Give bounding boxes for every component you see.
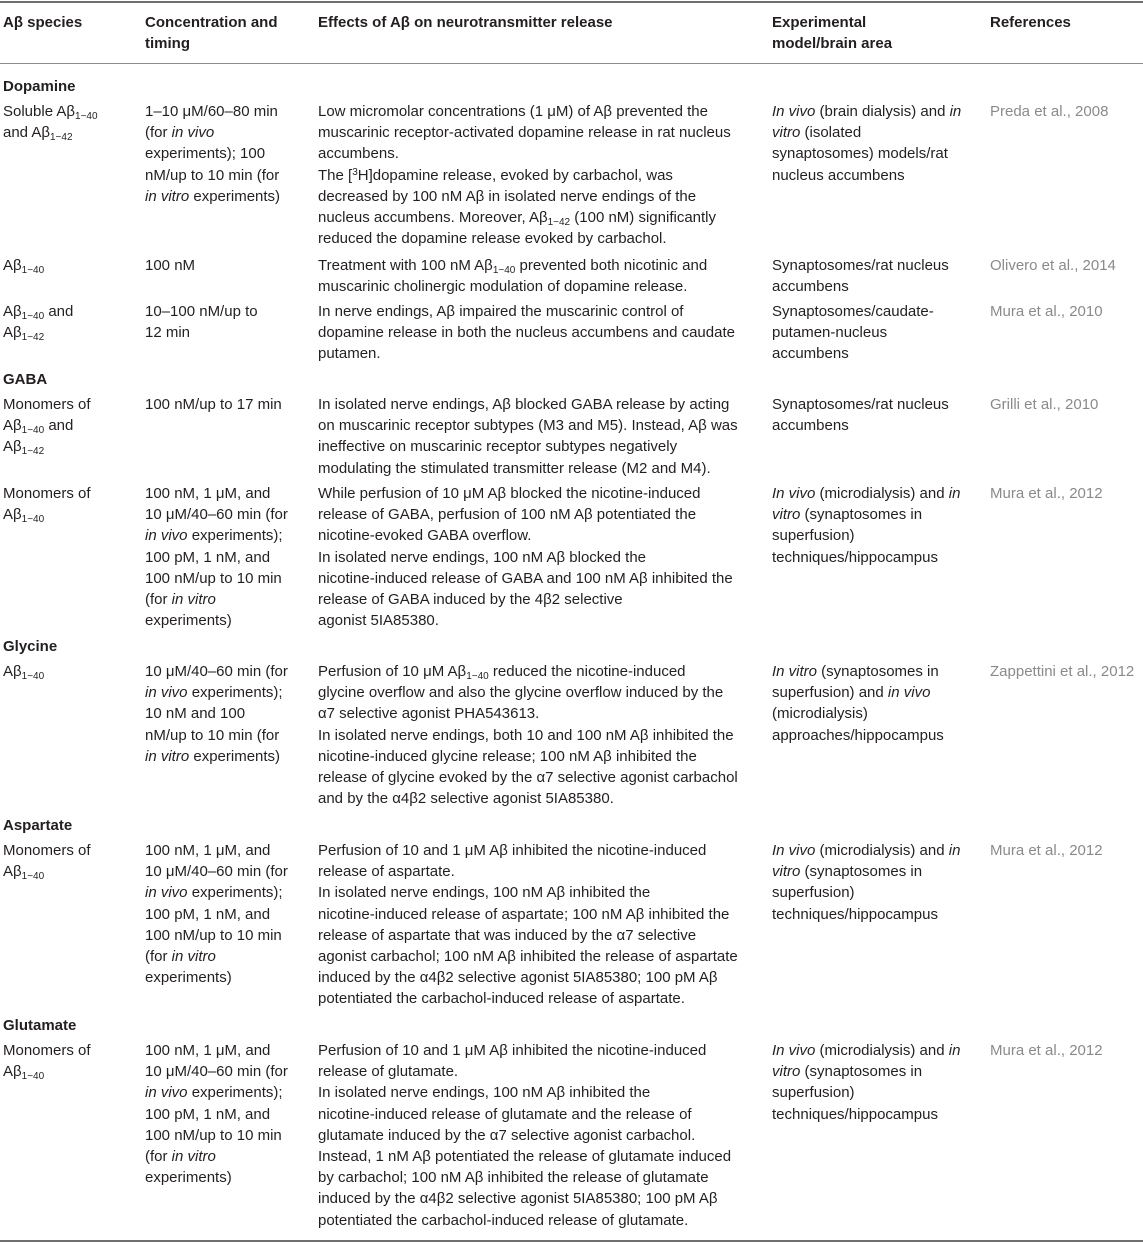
r1-species: Soluble $A\beta_{1-40}$ and $A\beta_{1-42}$	[3, 103, 98, 144]
section-gaba: GABA	[3, 371, 48, 388]
r2-effects: Treatment with 100 nM $A\beta_{1-40}$ prevented both nicotinic and muscarinic cholinergic modulation of dopamine release.	[318, 257, 708, 296]
r6-model: In vitro (synaptosomes in superfusion) and in vivo (microdialysis) approaches/hippocampus	[772, 663, 944, 744]
section-glutamate: Glutamate	[3, 1017, 77, 1034]
header-model: Experimental model/brain area	[772, 14, 893, 52]
r3-concentration: 10–100 nM/up to 12 min	[145, 303, 258, 342]
r8-reference: Mura et al., 2012	[990, 1042, 1103, 1059]
r2-concentration: 100 nM	[145, 257, 196, 274]
r3-reference: Mura et al., 2010	[990, 303, 1103, 320]
r4-reference: Grilli et al., 2010	[990, 396, 1099, 413]
r2-reference: Olivero et al., 2014	[990, 257, 1116, 274]
r3-species: $A\beta_{1-40}$ and $A\beta_{1-42}$	[3, 303, 74, 344]
r8-concentration: 100 nM, 1 μM, and 10 μM/40–60 min (for in vivo experiments); 100 pM, 1 nM, and 100 nM/up to 10 min (for in vitro experiments)	[145, 1042, 288, 1187]
r4-species: Monomers of $A\beta_{1-40}$ and $A\beta_{1-42}$	[3, 396, 91, 458]
r5-species: Monomers of $A\beta_{1-40}$	[3, 485, 91, 526]
header-species: Aβ species	[3, 14, 83, 31]
r6-species: $A\beta_{1-40}$	[3, 663, 45, 682]
header-rule	[0, 63, 1143, 64]
r4-effects: In isolated nerve endings, Aβ blocked GABA release by acting on muscarinic receptor subtypes (M3 and M5). Instead, Aβ was ineffective on muscarinic receptor subtypes negatively modulating the stimulated transmitter release (M2 and M4).	[318, 396, 738, 477]
header-effects: Effects of Aβ on neurotransmitter release	[318, 14, 613, 31]
r4-model: Synaptosomes/rat nucleus accumbens	[772, 396, 949, 435]
r8-effects: Perfusion of 10 and 1 μM Aβ inhibited the nicotine-induced release of glutamate. In isolated nerve endings, 100 nM Aβ inhibited the nicotine-induced release of glutamate and the release of glutamate induced by the α7 selective agonist carbachol. Instead, 1 nM Aβ potentiated the release of glutamate induced by carbachol; 100 nM Aβ inhibited the release of glutamate induced by the α4β2 selective agonist 5IA85380; 100 pM Aβ potentiated the carbachol-induced release of glutamate.	[318, 1042, 732, 1229]
r4-concentration: 100 nM/up to 17 min	[145, 396, 282, 413]
table-top-rule	[0, 1, 1143, 3]
r5-concentration: 100 nM, 1 μM, and 10 μM/40–60 min (for in vivo experiments); 100 pM, 1 nM, and 100 nM/up to 10 min (for in vitro experiments)	[145, 485, 288, 630]
r8-model: In vivo (microdialysis) and in vitro (synaptosomes in superfusion) techniques/hippocampus	[772, 1042, 961, 1123]
r5-reference: Mura et al., 2012	[990, 485, 1103, 502]
r2-species: $A\beta_{1-40}$	[3, 257, 45, 276]
r7-model: In vivo (microdialysis) and in vitro (synaptosomes in superfusion) techniques/hippocampus	[772, 842, 961, 923]
r1-reference: Preda et al., 2008	[990, 103, 1109, 120]
r6-concentration: 10 μM/40–60 min (for in vivo experiments); 10 nM and 100 nM/up to 10 min (for in vitro experiments)	[145, 663, 288, 765]
r6-reference: Zappettini et al., 2012	[990, 663, 1135, 680]
r1-concentration: 1–10 μM/60–80 min (for in vivo experiments); 100 nM/up to 10 min (for in vitro experiments)	[145, 103, 281, 205]
r5-effects: While perfusion of 10 μM Aβ blocked the nicotine-induced release of GABA, perfusion of 100 nM Aβ potentiated the nicotine-evoked GABA overflow. In isolated nerve endings, 100 nM Aβ blocked the nicotine-induced release of GABA and 100 nM Aβ inhibited the release of GABA induced by the 4β2 selective agonist 5IA85380.	[318, 485, 733, 630]
section-dopamine: Dopamine	[3, 78, 76, 95]
r6-effects: Perfusion of 10 μM $A\beta_{1-40}$ reduced the nicotine-induced glycine overflow and also the glycine overflow induced by the α7 selective agonist PHA543613. In isolated nerve endings, both 10 and 100 nM Aβ inhibited the nicotine-induced glycine release; 100 nM Aβ inhibited the release of glycine evoked by the α7 selective agonist carbachol and by the α4β2 selective agonist 5IA85380.	[318, 663, 738, 808]
section-glycine: Glycine	[3, 638, 58, 655]
r7-species: Monomers of $A\beta_{1-40}$	[3, 842, 91, 883]
r5-model: In vivo (microdialysis) and in vitro (synaptosomes in superfusion) techniques/hippocampus	[772, 485, 961, 566]
r2-model: Synaptosomes/rat nucleus accumbens	[772, 257, 949, 296]
r8-species: Monomers of $A\beta_{1-40}$	[3, 1042, 91, 1083]
r1-model: In vivo (brain dialysis) and in vitro (isolated synaptosomes) models/rat nucleus accumbens	[772, 103, 962, 184]
r7-effects: Perfusion of 10 and 1 μM Aβ inhibited the nicotine-induced release of aspartate. In isolated nerve endings, 100 nM Aβ inhibited the nicotine-induced release of aspartate; 100 nM Aβ inhibited the release of aspartate that was induced by the α7 selective agonist carbachol; 100 nM Aβ inhibited the release of aspartate induced by the α4β2 selective agonist 5IA85380; 100 pM Aβ potentiated the carbachol-induced release of aspartate.	[318, 842, 738, 1008]
r7-reference: Mura et al., 2012	[990, 842, 1103, 859]
header-concentration: Concentration and timing	[145, 14, 278, 52]
header-references: References	[990, 14, 1071, 31]
r1-effects: Low micromolar concentrations (1 μM) of Aβ prevented the muscarinic receptor-activated dopamine release in rat nucleus accumbens. The [$^3$H]dopamine release, evoked by carbachol, was decreased by 100 nM Aβ in isolated nerve endings of the nucleus accumbens. Moreover, $A\beta_{1-42}$ (100 nM) significantly reduced the dopamine release evoked by carbachol.	[318, 103, 731, 248]
r3-model: Synaptosomes/caudate- putamen-nucleus accumbens	[772, 303, 934, 363]
table-bottom-rule	[0, 1240, 1143, 1242]
section-aspartate: Aspartate	[3, 817, 73, 834]
r3-effects: In nerve endings, Aβ impaired the muscarinic control of dopamine release in both the nucleus accumbens and caudate putamen.	[318, 303, 735, 363]
r7-concentration: 100 nM, 1 μM, and 10 μM/40–60 min (for in vivo experiments); 100 pM, 1 nM, and 100 nM/up to 10 min (for in vitro experiments)	[145, 842, 288, 987]
